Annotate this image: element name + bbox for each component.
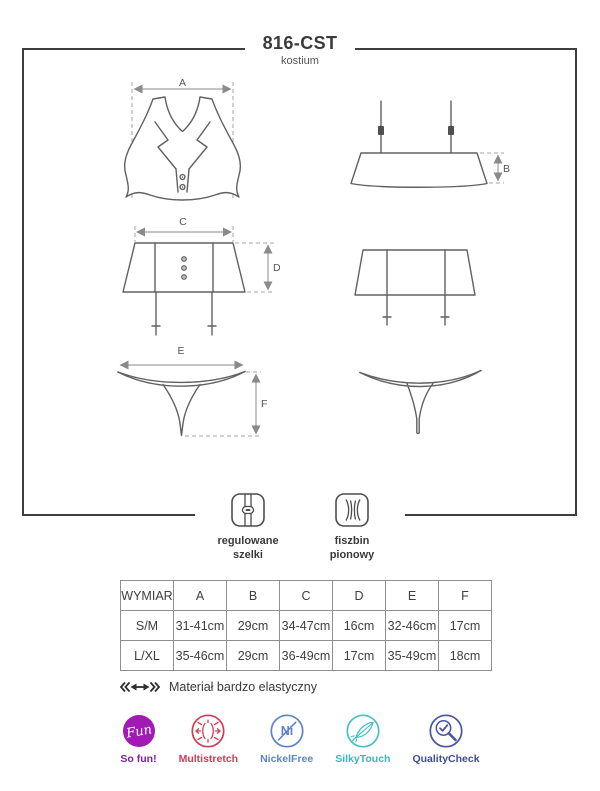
svg-text:Fun: Fun: [124, 722, 153, 742]
size-table: [120, 580, 492, 671]
badge-qualitycheck: [412, 714, 479, 765]
cell: 31-41cm: [174, 611, 227, 641]
cell: 36-49cm: [280, 641, 333, 671]
dim-label-a: A: [178, 78, 187, 89]
adjustable-straps-icon: [230, 491, 266, 529]
badge-label: SilkyTouch: [335, 753, 391, 765]
nickel-free-icon: [270, 714, 304, 748]
header: [0, 33, 600, 67]
badges-row: [0, 714, 600, 765]
badge-multistretch: [179, 714, 239, 765]
badge-silkytouch: [335, 714, 390, 765]
material-note: [120, 680, 317, 694]
badge-nickelfree: [260, 714, 313, 765]
size-row-lxl: [121, 641, 492, 671]
fun-icon: [122, 714, 156, 748]
cell: 18cm: [439, 641, 492, 671]
cell: 35-49cm: [386, 641, 439, 671]
dim-label-e: E: [177, 345, 185, 357]
col-header-e: E: [386, 581, 439, 611]
cell: 34-47cm: [280, 611, 333, 641]
badge-label: NickelFree: [260, 753, 314, 765]
size-label: S/M: [121, 611, 174, 641]
garter-skirt-back-drawing: [348, 243, 480, 331]
col-header-a: A: [174, 581, 227, 611]
feather-icon: [346, 714, 380, 748]
badge-label: QualityCheck: [412, 753, 480, 765]
col-header-wymiar: WYMIAR: [121, 581, 174, 611]
feature-label: regulowane szelki: [217, 535, 279, 562]
garter-skirt-front-drawing: [103, 216, 288, 341]
product-code-title: 816-CST: [262, 33, 338, 53]
cell: 17cm: [333, 641, 386, 671]
cell: 29cm: [227, 641, 280, 671]
cell: 35-46cm: [174, 641, 227, 671]
material-note-text: Materiał bardzo elastyczny: [169, 680, 317, 694]
feature-adjustable-straps: [207, 491, 289, 563]
thong-back-drawing: [353, 362, 488, 440]
size-label: L/XL: [121, 641, 174, 671]
badge-label: So fun!: [120, 753, 157, 765]
badge-so-fun: [120, 714, 156, 765]
product-type-subtitle: kostium: [281, 55, 319, 67]
dim-label-d: D: [273, 262, 281, 274]
feature-label: fiszbin pionowy: [329, 535, 375, 562]
size-row-sm: [121, 611, 492, 641]
col-header-c: C: [280, 581, 333, 611]
multistretch-icon: [191, 714, 225, 748]
dim-label-b: B: [503, 163, 511, 175]
magnifier-check-icon: [429, 714, 463, 748]
thong-front-drawing: [100, 345, 272, 448]
col-header-d: D: [333, 581, 386, 611]
bandeau-back-drawing: [334, 93, 512, 203]
stretch-arrow-icon: [120, 681, 160, 693]
feature-vertical-boning: [311, 491, 393, 563]
badge-label: Multistretch: [178, 753, 239, 765]
cell: 29cm: [227, 611, 280, 641]
cell: 16cm: [333, 611, 386, 641]
dim-label-f: F: [261, 398, 268, 410]
cell: 32-46cm: [386, 611, 439, 641]
vest-front-drawing: [92, 78, 282, 213]
dim-label-c: C: [179, 216, 187, 228]
vertical-boning-icon: [334, 491, 370, 529]
size-table-header-row: [121, 581, 492, 611]
cell: 17cm: [439, 611, 492, 641]
col-header-f: F: [439, 581, 492, 611]
col-header-b: B: [227, 581, 280, 611]
svg-text:Ni: Ni: [280, 724, 293, 738]
feature-icons-row: [195, 491, 405, 563]
